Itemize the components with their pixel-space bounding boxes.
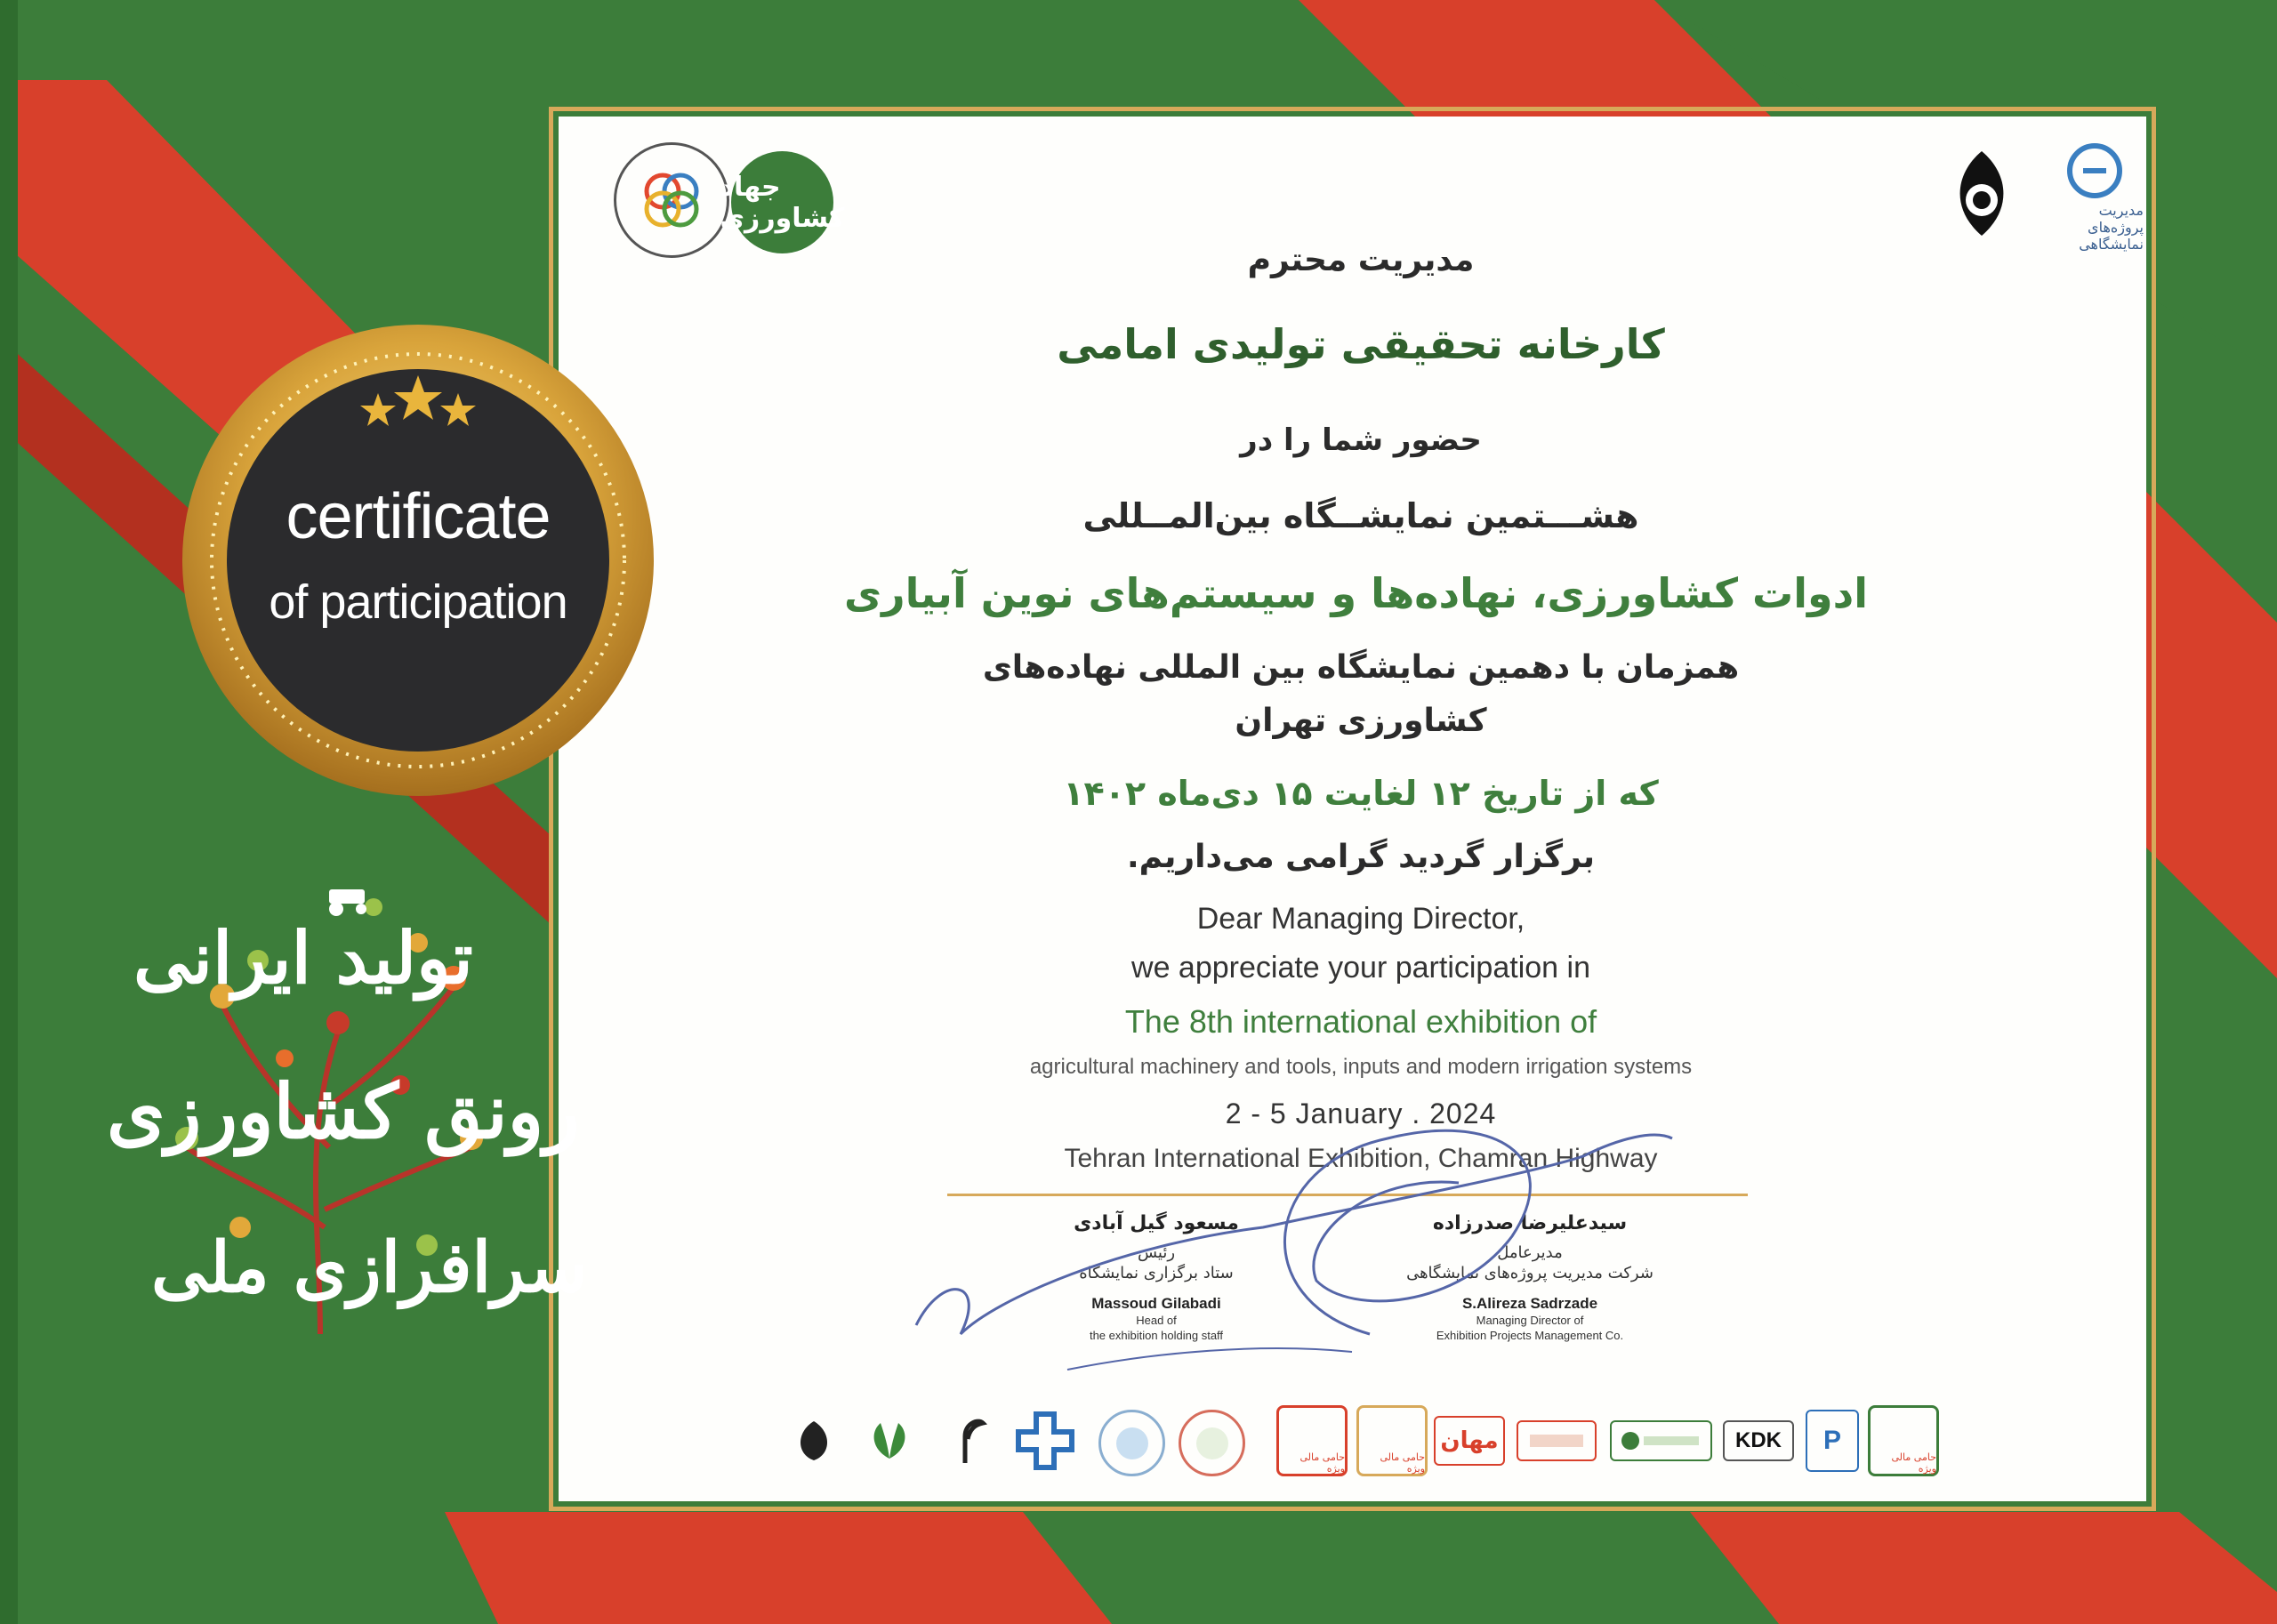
signer-right-org-fa: شرکت مدیریت پروژه‌های نمایشگاهی [1406,1263,1653,1282]
kdk-logo-text: KDK [1735,1428,1782,1452]
date-fa: که از تاریخ ۱۲ لغایت ۱۵ دی‌ماه ۱۴۰۲ [1063,774,1659,813]
signature-right-stroke [1284,1130,1530,1334]
exhibition-ordinal-fa: هشـــتمین نمایشــگاه بین‌المــللی [1082,496,1639,535]
red-ribbon-bottom-right [1690,1512,2277,1624]
signer-right-name-en: S.Alireza Sadrzade [1461,1295,1598,1313]
seal-inner-disc [227,369,609,752]
kdk-logo [1723,1420,1794,1461]
association-leaf-icon [787,1414,841,1467]
company-name-fa: کارخانه تحقیقی تولیدی امامی [1057,320,1665,368]
mahan-logo-text: مهان [1440,1427,1499,1454]
salutation-en: Dear Managing Director, [1196,902,1525,936]
cross-emblem-icon [1014,1410,1076,1472]
appreciation-en: we appreciate your participation in [1131,951,1590,985]
signer-right-title-en: Managing Director of [1476,1314,1584,1328]
seal-title: certificate [286,481,551,552]
sponsor-mark-icon [1525,1427,1588,1454]
round-seal-logo-2 [1179,1410,1245,1476]
green-edge [0,0,18,1624]
tractor-icon [329,889,366,916]
sponsor-mark-icon [1617,1427,1706,1454]
trade-promotion-icon [632,160,712,240]
handwritten-signatures [889,1103,1690,1387]
signer-left-name-en: Massoud Gilabadi [1091,1295,1221,1313]
sponsor-badge-last [1868,1405,1939,1476]
sponsor-badge-last-text: حامی مالی ویژه [1891,1451,1936,1475]
signer-left-title-en: Head of [1136,1314,1177,1328]
projects-management-text: مدیریت پروژه‌های نمایشگاهی [2079,201,2144,253]
union-cross-logo [1010,1405,1081,1476]
round-seal-icon [1110,1421,1155,1466]
sponsor-badge-1-text: حامی مالی ویژه [1299,1451,1345,1475]
agri-producers-association-logo [783,1410,845,1472]
calligraphy-line-3: سرافرازی ملی [151,1227,588,1308]
sponsor-badge-1 [1276,1405,1348,1476]
exhibition-projects-management-logo [2046,142,2144,253]
iran-international-exhibitions-logo [1939,142,2024,249]
signature-left-stroke [916,1135,1672,1334]
exhibition-en: The 8th international exhibition of [1124,1003,1597,1040]
date-en: 2 - 5 January . 2024 [1225,1097,1497,1130]
sponsor-logo-5 [1610,1420,1712,1461]
leaf-association-logo [858,1410,921,1472]
round-seal-logo-1 [1098,1410,1165,1476]
seed-association-logo [934,1410,996,1472]
presence-fa: حضور شما را در [1240,422,1482,458]
closing-fa: برگزار گردید گرامی می‌داریم. [1126,839,1596,875]
exhibitions-emblem-icon [1942,147,2022,245]
calligraphy-line-1: تولید ایرانی [133,916,473,1000]
projects-management-icon [2064,140,2126,202]
concurrent-line-2-fa: کشاورزی تهران [1235,703,1487,739]
salutation-fa: مدیریت محترم [1247,242,1475,278]
round-seal-icon [1190,1421,1235,1466]
signer-left-name-fa: مسعود گیل آبادی [1074,1212,1239,1234]
seal-subtitle: of participation [269,575,567,629]
trade-promotion-organization-logo [614,142,729,258]
green-leaves-icon [863,1419,916,1463]
sponsor-logo-4 [1517,1420,1597,1461]
signer-right-org-en: Exhibition Projects Management Co. [1436,1329,1624,1343]
mahan-logo [1434,1416,1505,1466]
subject-en: agricultural machinery and tools, inputs and modern irrigation systems [1029,1055,1693,1079]
calligraphy-line-2: رونق کشاورزی [107,1067,580,1155]
jahad-keshavarzi-logo [720,151,845,253]
signer-left-org-fa: ستاد برگزاری نمایشگاه [1079,1263,1234,1282]
signature-underline-stroke [1067,1348,1352,1370]
jahad-keshavarzi-text: جهاد کشاورزی [720,171,845,234]
sponsor-badge-p [1806,1410,1859,1472]
sponsor-badge-2-text: حامی مالی ویژه [1380,1451,1425,1475]
venue-en: Tehran International Exhibition, Chamran Highway [1064,1144,1658,1173]
signer-left-org-en: the exhibition holding staff [1089,1329,1224,1343]
signer-left-title-fa: رئیس [1137,1242,1176,1262]
certificate-seal [178,320,658,800]
concurrent-line-1-fa: همزمان با دهمین نمایشگاه بین المللی نهاده‌های [982,649,1740,686]
red-ribbon-bottom-left [445,1512,1112,1624]
exhibition-title-fa: ادوات کشاورزی، نهاده‌ها و سیستم‌های نوین آبیاری [843,569,1868,617]
sponsor-badge-2 [1356,1405,1428,1476]
signer-right-name-fa: سیدعلیرضا صدرزاده [1432,1212,1628,1234]
sprout-icon [943,1414,987,1467]
signer-right-title-fa: مدیرعامل [1497,1242,1563,1262]
sponsor-badge-p-text: P [1822,1426,1841,1455]
